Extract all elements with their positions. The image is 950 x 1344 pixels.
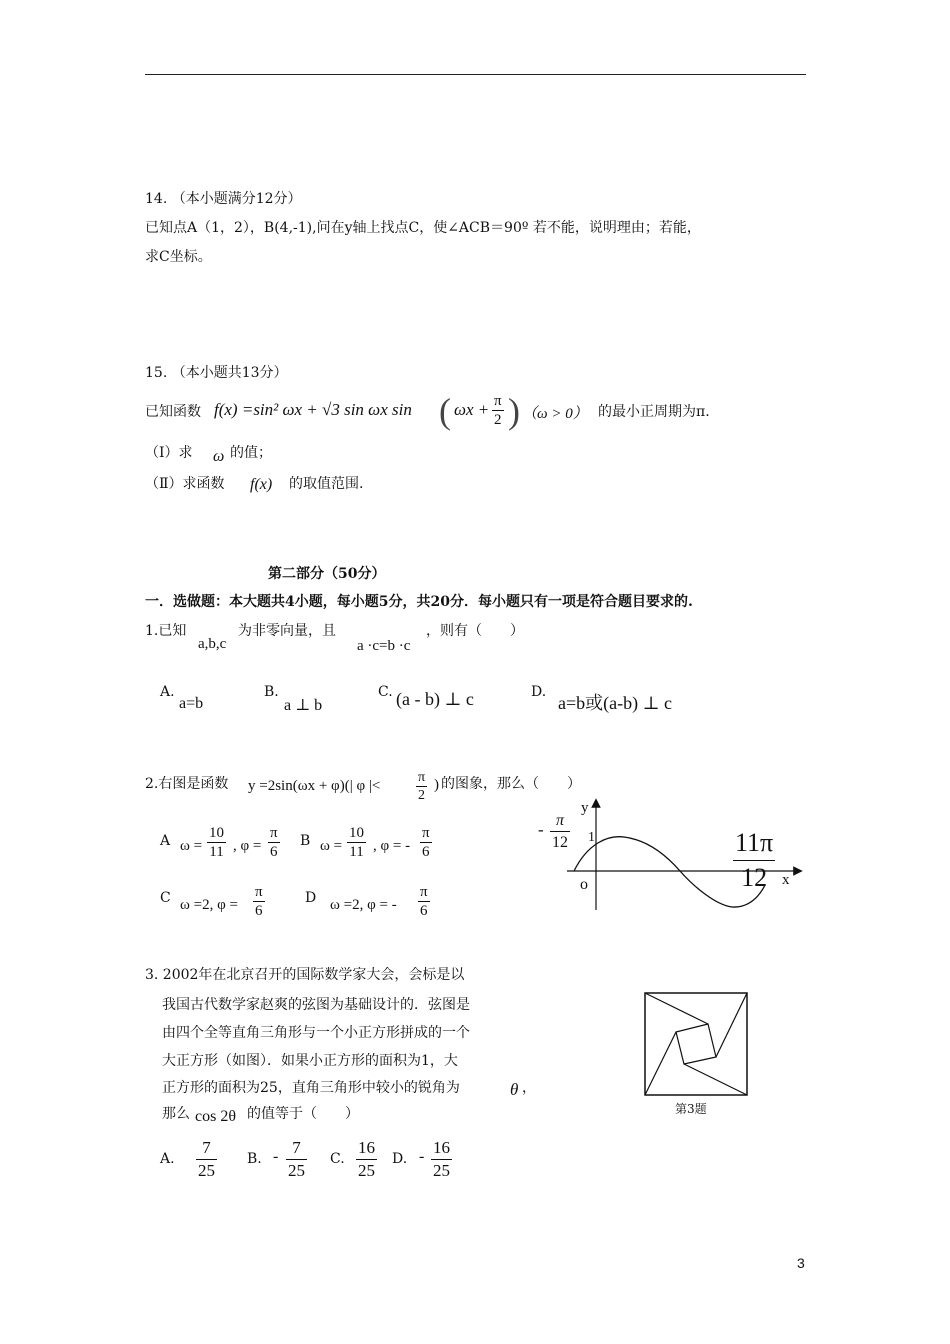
mc3-line6-a: 那么 (162, 1106, 190, 1122)
graph-right-den: 12 (741, 863, 768, 892)
mc1-stem-b: 为非零向量，且 (238, 623, 336, 639)
mc2-two: 2 (418, 788, 426, 803)
q15-pi-over-2 (492, 392, 504, 429)
q15-left-paren: ( (439, 391, 451, 431)
q15-intro: 已知函数 (145, 404, 201, 420)
mc2-option-d-phi (418, 883, 430, 920)
mc1-option-a-label: A. (160, 684, 175, 700)
graph-left-tick (550, 810, 570, 853)
mc2-option-c-phi (253, 883, 265, 920)
mc2-option-b-d: 11 (349, 844, 364, 860)
mc2-sine-graph (530, 795, 820, 925)
mc1-option-d-label: D. (531, 684, 547, 700)
q15-function: f(x) =sin² ωx + √3 sin ωx sin (214, 400, 412, 419)
mc2-option-d-pn: π (420, 884, 428, 900)
mc2-option-c-label: C (160, 890, 171, 906)
q15-condition: （ω > 0） (522, 406, 588, 422)
q15-part1-a: （Ⅰ）求 (145, 445, 193, 461)
mc1-option-c: (a - b) ⊥ c (396, 689, 474, 709)
mc3-option-b-sign: - (273, 1148, 279, 1165)
q14-line1: 已知点A（1，2），B(4,-1),问在y轴上找点C，使∠ACB＝90º 若不能，说明理由；若能， (145, 220, 701, 236)
graph-left-sign: - (538, 820, 544, 839)
graph-y-label: y (581, 800, 589, 816)
graph-right-tick (733, 826, 775, 895)
mc1-option-b: a ⊥ b (284, 697, 323, 714)
part2-title: 第二部分（50分） (268, 566, 386, 582)
q15-part1-omega: ω (213, 448, 225, 465)
mc3-option-b-d: 25 (288, 1161, 305, 1180)
mc2-option-d-pd: 6 (420, 903, 428, 919)
mc2-stem-a: 2.右图是函数 (145, 776, 229, 792)
mc2-option-b-pd: 6 (422, 844, 430, 860)
mc2-option-a-phi (268, 824, 280, 861)
mc1-condition: a ·c=b ·c (357, 638, 411, 654)
mc2-close: ) (434, 777, 439, 793)
q15-part2-a: （Ⅱ）求函数 (145, 476, 225, 492)
mc3-line3: 由四个全等直角三角形与一个小正方形拼成的一个 (162, 1025, 470, 1041)
q15-pi: π (494, 393, 502, 409)
mc1-option-b-label: B. (264, 684, 279, 700)
q15-part2-fx: f(x) (250, 476, 273, 493)
mc3-option-c-label: C. (330, 1151, 345, 1167)
graph-left-num: π (550, 810, 570, 832)
q15-part1-b: 的值； (230, 445, 272, 461)
mc3-cos: cos 2θ (195, 1108, 236, 1125)
mc3-option-b-n: 7 (286, 1137, 307, 1160)
graph-origin: o (580, 876, 588, 893)
mc2-option-a-pre: ω = (180, 838, 203, 854)
triangle-edge-4 (645, 1032, 676, 1095)
mc2-pi-over-2 (416, 769, 427, 804)
mc1-stem-a: 1.已知 (145, 623, 187, 639)
mc3-option-d-d: 25 (433, 1161, 450, 1180)
inner-square (676, 1024, 716, 1064)
mc2-pi: π (418, 770, 426, 785)
graph-one: 1 (588, 830, 595, 845)
mc2-option-b-label: B (300, 833, 311, 849)
mc1-option-c-label: C. (378, 684, 393, 700)
header-rule (145, 74, 806, 75)
mc2-stem-b: 的图象，那么（ ） (441, 776, 581, 792)
q15-heading: 15. （本小题共13分） (145, 365, 288, 381)
mc2-function: y =2sin(ωx + φ)(| φ |< (248, 778, 381, 794)
mc3-line5: 正方形的面积为25，直角三角形中较小的锐角为 (162, 1080, 460, 1096)
mc2-option-a-omega (207, 824, 226, 861)
q14-heading: 14. （本小题满分12分） (145, 191, 302, 207)
triangle-edge-2 (716, 993, 747, 1057)
part2-section: 一．选做题：本大题共4小题，每小题5分，共20分．每小题只有一项是符合题目要求的. (145, 594, 693, 610)
mc3-option-d (431, 1137, 452, 1182)
graph-x-label: x (782, 872, 790, 888)
mc2-option-b-omega (347, 824, 366, 861)
q15-arg: ωx + (454, 400, 490, 419)
graph-left-den: 12 (552, 834, 568, 851)
mc3-theta: θ (510, 1080, 519, 1099)
mc2-option-a-n: 10 (209, 825, 224, 841)
mc2-option-b-n: 10 (349, 825, 364, 841)
page-number: 3 (797, 1255, 805, 1271)
mc2-option-b-pn: π (422, 825, 430, 841)
mc2-option-c-pre: ω =2, φ = (180, 897, 238, 913)
mc3-option-c-d: 25 (358, 1161, 375, 1180)
mc2-option-c-pn: π (255, 884, 263, 900)
q14-line2: 求C坐标。 (145, 249, 212, 265)
q15-two: 2 (494, 412, 502, 428)
mc2-option-a-mid: , φ = (233, 838, 262, 854)
triangle-edge-1 (645, 993, 708, 1024)
mc3-option-c (356, 1137, 377, 1182)
q15-part2-b: 的取值范围. (289, 476, 364, 492)
mc2-option-b-phi (420, 824, 432, 861)
mc2-option-b-pre: ω = (320, 838, 343, 854)
mc1-option-d: a=b或(a-b) ⊥ c (558, 693, 673, 713)
mc2-option-b-mid: , φ = - (373, 838, 411, 854)
mc2-option-d-label: D (305, 890, 317, 906)
graph-right-num: 11π (733, 826, 775, 861)
mc1-stem-c: ，则有（ ） (426, 623, 524, 639)
mc2-option-a-d: 11 (209, 844, 224, 860)
mc3-line2: 我国古代数学家赵爽的弦图为基础设计的．弦图是 (162, 997, 470, 1013)
mc3-option-a-n: 7 (196, 1137, 217, 1160)
mc3-option-b (286, 1137, 307, 1182)
figure-caption: 第3题 (675, 1102, 707, 1116)
mc3-option-a-label: A. (160, 1151, 175, 1167)
mc3-option-b-label: B. (247, 1151, 262, 1167)
mc3-option-d-sign: - (419, 1148, 425, 1165)
outer-square (645, 993, 747, 1095)
mc3-option-a-d: 25 (198, 1161, 215, 1180)
mc2-option-d-pre: ω =2, φ = - (330, 897, 397, 913)
mc3-option-d-n: 16 (431, 1137, 452, 1160)
q15-tail: 的最小正周期为π. (598, 404, 710, 420)
mc2-option-a-pn: π (270, 825, 278, 841)
mc3-option-a (196, 1137, 217, 1182)
mc3-line4: 大正方形（如图）．如果小正方形的面积为1，大 (162, 1053, 458, 1069)
mc2-option-c-pd: 6 (255, 903, 263, 919)
mc1-vectors: a,b,c (198, 636, 227, 652)
mc1-option-a: a=b (179, 695, 204, 712)
mc2-option-a-pd: 6 (270, 844, 278, 860)
q15-right-paren: ) (508, 391, 520, 431)
mc3-line6-b: 的值等于（ ） (247, 1106, 359, 1122)
triangle-edge-3 (684, 1064, 747, 1095)
mc2-option-a-label: A (160, 833, 171, 849)
zhao-shuang-diagram (640, 990, 752, 1098)
mc3-option-d-label: D. (392, 1151, 408, 1167)
mc3-option-c-n: 16 (356, 1137, 377, 1160)
mc3-line1: 3. 2002年在北京召开的国际数学家大会，会标是以 (145, 967, 465, 983)
mc3-line5-end: ， (522, 1080, 536, 1096)
